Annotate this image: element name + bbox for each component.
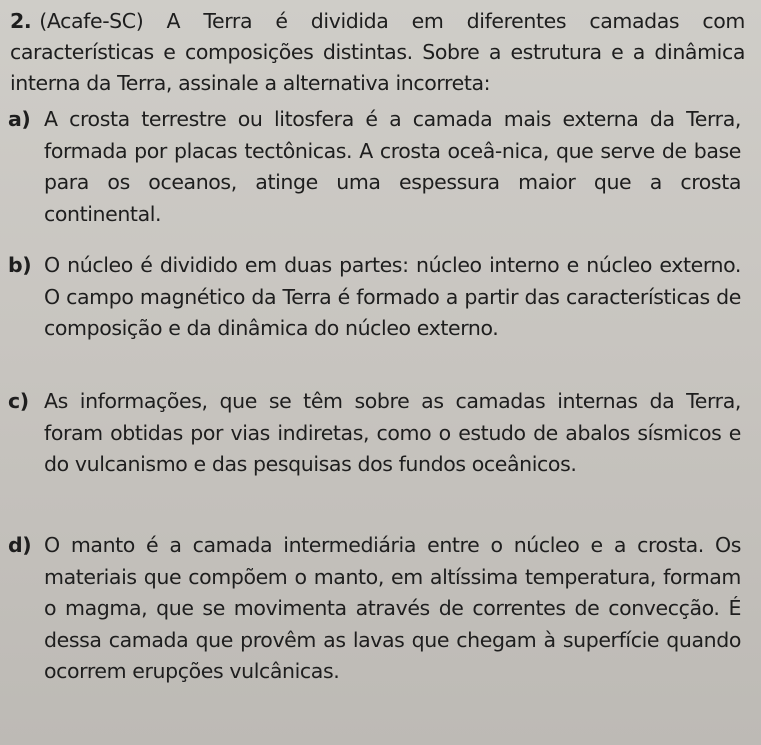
alternative-c-letter: c)	[8, 389, 29, 413]
alternative-c-text: As informações, que se têm sobre as camadas internas da Terra, foram obtidas por vias indiretas, como o estudo de abalos sísmicos e do vulcanismo e das pesquisas dos fundos oceânicos.	[44, 389, 741, 476]
alternative-b-letter: b)	[8, 253, 32, 277]
alternative-c	[8, 386, 741, 481]
alternative-d	[8, 530, 741, 688]
alternative-d-letter: d)	[8, 533, 32, 557]
alternative-a-text: A crosta terrestre ou litosfera é a camada mais externa da Terra, formada por placas tectônicas. A crosta oceâ-nica, que serve de base para os oceanos, atinge uma espessura maior que a crosta continental.	[44, 107, 741, 226]
alternative-d-text: O manto é a camada intermediária entre o núcleo e a crosta. Os materiais que compõem o manto, em altíssima temperatura, formam o magma, que se movimenta através de correntes de convecção. É dessa camada que provêm as lavas que chegam à superfície quando ocorrem erupções vulcânicas.	[44, 533, 741, 683]
question-text: (Acafe-SC) A Terra é dividida em diferentes camadas com características e composições distintas. Sobre a estrutura e a dinâmica interna da Terra, assinale a alternativa incorreta:	[10, 9, 745, 95]
question-number: 2.	[10, 9, 32, 33]
question-statement	[10, 6, 745, 99]
alternative-a	[8, 104, 741, 230]
alternative-b	[8, 250, 741, 345]
alternative-a-letter: a)	[8, 107, 31, 131]
alternative-b-text: O núcleo é dividido em duas partes: núcleo interno e núcleo externo. O campo magnético da Terra é formado a partir das características de composição e da dinâmica do núcleo externo.	[44, 253, 741, 340]
